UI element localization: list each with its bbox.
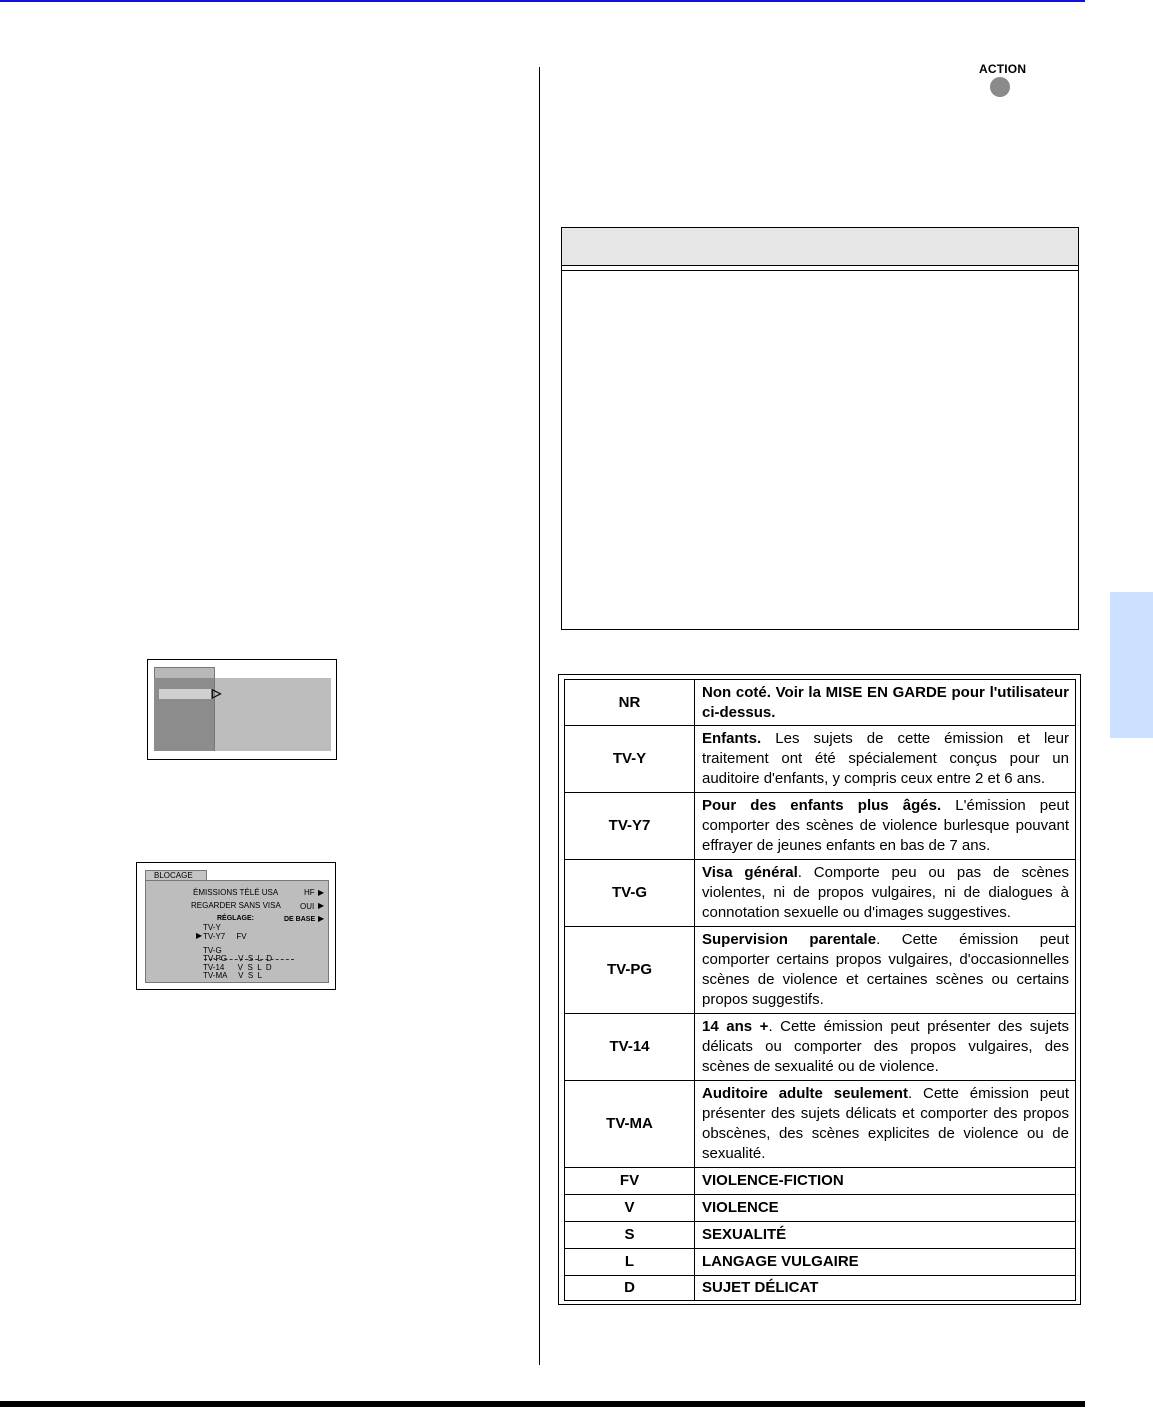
rating-title: Supervision parentale [702,931,877,948]
right-arrow-icon: ▷ [212,686,222,700]
action-button-icon [990,77,1010,97]
menu-row-label: ÉMISSIONS TÉLÉ USA [193,888,279,897]
bottom-rule [0,1401,1085,1407]
menu-rating-line: TV-14 V S L D [203,963,272,972]
rating-title: Auditoire adulte seulement [702,1085,908,1102]
menu-rating-line: TV-G [203,946,222,955]
rating-code: V [565,1195,695,1222]
table-row [565,726,1076,793]
table-row [565,1195,1076,1222]
rating-description [695,860,1076,927]
table-row [565,1276,1076,1301]
right-triangle-icon: ▶ [318,914,325,923]
action-button-label: ACTION [979,62,1027,76]
right-triangle-icon: ▶ [318,901,325,910]
rating-code: S [565,1222,695,1249]
table-row [565,1249,1076,1276]
rating-description: VIOLENCE [695,1195,1076,1222]
menu-highlight-bar [159,689,211,699]
rating-text: . Cette émission peut présenter des sujets délicats et comporter des propos obscènes, des scènes explicites de violence ou de sexualité. [702,1085,1069,1162]
menu-rating-line: TV-PG V S L D [203,954,273,963]
rating-description: LANGAGE VULGAIRE [695,1249,1076,1276]
menu-rating-line: TV-Y [203,923,221,932]
table-row [565,1014,1076,1081]
rating-description [695,726,1076,793]
rating-description [695,793,1076,860]
table-row [565,927,1076,1014]
table-row [565,793,1076,860]
rating-text: . Cette émission peut présenter des sujets délicats ou comporter des propos vulgaires, des scènes de sexualité ou de violence. [702,1018,1069,1075]
top-rule [0,0,1085,2]
menu-row-value: OUI [300,902,315,911]
rating-description [695,1081,1076,1168]
rating-title: Visa général [702,864,798,881]
menu-row-value: DE BASE [284,916,316,923]
menu-row-label: REGARDER SANS VISA [191,901,281,910]
rating-description [695,680,1076,726]
rating-text: . Comporte peu ou pas de scènes violentes, ni de propos vulgaires, ni de dialogues à connotation sexuelle ou d'images suggestives. [702,864,1069,921]
caution-box-header [562,228,1078,266]
rating-text: . Cette émission peut comporter certains propos vulgaires, d'occasionnelles scènes de violence et certaines scènes ou certains propos suggestifs. [702,931,1069,1008]
menu-row-label: RÉGLAGE: [217,915,254,922]
rating-code: TV-Y [565,726,695,793]
menu-rating-line: TV-Y7 FV [203,932,247,941]
rating-title: 14 ans + [702,1018,769,1035]
rating-code: FV [565,1168,695,1195]
rating-description: SUJET DÉLICAT [695,1276,1076,1301]
table-row [565,860,1076,927]
section-tab [1110,592,1153,738]
right-triangle-icon: ▶ [196,931,203,940]
rating-code: TV-MA [565,1081,695,1168]
rating-description: VIOLENCE-FICTION [695,1168,1076,1195]
rating-description [695,927,1076,1014]
rating-description: SEXUALITÉ [695,1222,1076,1249]
menu-screen-1 [147,659,337,760]
ratings-table [564,679,1076,1301]
menu-rating-line: TV-MA V S L [203,971,263,980]
rating-text: Les sujets de cette émission et leur traitement ont été spécialement conçus pour un auditoire d'enfants, y compris ceux entre 2 et 6 ans. [702,730,1069,787]
caution-box [561,227,1079,630]
rating-code: TV-PG [565,927,695,1014]
rating-description [695,1014,1076,1081]
rating-title: Non coté. [702,683,771,701]
column-divider [539,67,540,1365]
rating-code: TV-G [565,860,695,927]
table-row [565,680,1076,726]
caution-box-rule [562,270,1078,271]
menu-panel [145,880,329,983]
rating-code: NR [565,680,695,726]
menu-right-panel [214,678,331,751]
rating-text: Voir la MISE EN GARDE pour l'utilisateur ci-dessus. [702,683,1069,721]
menu-tab-blocage: BLOCAGE [145,870,207,880]
rating-code: L [565,1249,695,1276]
menu-row-value: HF [304,888,315,897]
rating-title: Pour des enfants plus âgés. [702,797,942,814]
rating-code: D [565,1276,695,1301]
rating-text: L'émission peut comporter des scènes de violence burlesque pouvant effrayer de jeunes enfants en bas de 7 ans. [702,797,1069,854]
right-triangle-icon: ▶ [318,888,325,897]
rating-code: TV-14 [565,1014,695,1081]
table-row [565,1222,1076,1249]
table-row [565,1168,1076,1195]
rating-title: Enfants. [702,730,762,747]
menu-screen-blocage [136,862,336,990]
rating-code: TV-Y7 [565,793,695,860]
table-row [565,1081,1076,1168]
